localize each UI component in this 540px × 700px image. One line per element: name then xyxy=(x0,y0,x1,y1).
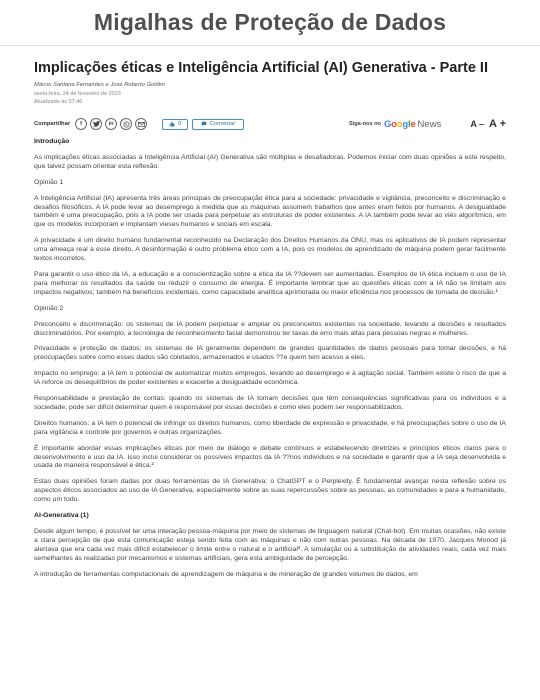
paragraph: As implicações éticas associadas a Inteligência Artificial (AI) Generativa são múltiplas e desafiadoras. Podemos iniciar com duas opiniões a este respeito, que talvez possam orientar esta reflexão. xyxy=(34,153,506,170)
comment-icon xyxy=(201,121,207,127)
paragraph: Para garantir o uso ético da IA, a educação e a conscientização sobre a ética da IA ??devem ser aumentadas. Exemplos de IA ética incluem o uso de IA para melhorar os resultados da saúde ou reduzir o consumo de energia. É importante lembrar que as questões éticas com a IA não se limitam aos impactos negativos; também há benefícios incidentais, como capacidade analítica aprimorada ou maior eficiência nos processos de tomada de decisão.¹ xyxy=(34,270,506,296)
paragraph: É importante abordar essas implicações éticas por meio de diálogo e debate contínuos e estabelecendo diretrizes e princípios éticos claros para o desenvolvimento e uso da IA. Isso inclui considerar os possíveis impactos da IA ??nos indivíduos e na sociedade e garantir que a IA seja desenvolvida e usada de maneira responsável e ética.² xyxy=(34,444,506,470)
comment-button[interactable] xyxy=(192,119,244,130)
subheading: Opinião 1 xyxy=(34,178,64,186)
paragraph: Impacto no emprego: a IA tem o potencial de automatizar muitos empregos, levando ao desemprego e à agitação social. Também existe o risco de que a IA reforce os desequilíbrios de poder existentes e exacerbe a desigualdade econômica. xyxy=(34,370,506,387)
site-title[interactable]: Migalhas de Proteção de Dados xyxy=(93,9,447,35)
comment-label: Comentar xyxy=(209,121,236,127)
paragraph: Preconceito e discriminação: os sistemas de IA podem perpetuar e ampliar os preconceitos existentes na sociedade, levando a decisões e resultados discriminatórios. Por exemplo, a tecnologia de reconhecimento facial demonstrou ter taxas de erro mais altas para pessoas negras e mulheres. xyxy=(34,320,506,337)
paragraph: Direitos humanos: a IA tem o potencial de infringir os direitos humanos, como liberdade de expressão e privacidade, e há preocupações sobre o uso de IA para vigilância e controle por governos e outras organizações. xyxy=(34,419,506,436)
article-title: Implicações éticas e Inteligência Artificial (AI) Generativa - Parte II xyxy=(34,60,488,76)
google-news-logo xyxy=(384,119,416,130)
paragraph: A Inteligência Artificial (IA) apresenta três áreas principais de preocupação ética para a sociedade: privacidade e vigilância, preconceito e discriminação e desafios filosóficos. A IA pode levar ao desemprego à medida que as máquinas assumem trabalhos que antes eram feitos por humanos. A desigualdade também é uma preocupação, pois a IA pode ser usada para perpetuar as estruturas de poder existentes. A IA também pode levar ao viés algorítmico, em que os modelos incorporam e implantam vieses humanos e sociais em escala. xyxy=(34,194,506,229)
like-count: 0 xyxy=(177,121,182,127)
like-button[interactable] xyxy=(162,119,188,130)
paragraph: Responsabilidade e prestação de contas: quando os sistemas de IA tomam decisões que têm consequências significativas para os indivíduos e a sociedade, pode ser difícil determinar quem é responsável por essas decisões e como eles podem ser responsabilizados. xyxy=(34,395,506,411)
paragraph: Privacidade e proteção de dados: os sistemas de IA geralmente dependem de grandes quantidades de dados pessoais para tomar decisões, e há preocupações sobre como esses dados são coletados, armazenados e usados ??e quem tem acesso a eles. xyxy=(34,345,506,362)
paragraph: Estas duas opiniões foram dadas por duas ferramentas de IA Generativa: o ChatGPT e o Perplexity. É fundamental avançar nesta reflexão sobre os aspectos éticos associados ao uso de IA Generativa, especialmente sobre as suas repercussões sobre as pessoas, as comunidades e para a humanidade, como um todo. xyxy=(34,478,506,504)
whatsapp-icon[interactable] xyxy=(120,118,132,130)
paragraph: Desde algum tempo, é possível ter uma interação pessoa-máquina por meio de sistemas de linguagem natural (Chat-bot). Em muitas ocasiões, não existe a clara percepção de que esta comunicação esteja sendo feita com as máquinas e não com outras pessoas. Na década de 1970, Jacques Monod já alertava que era cada vez mais difícil estabelecer o limite entre o natural e o artificial³. A simulação ou a substituição de atividades reais, cada vez mais semelhantes às realizadas por mecanismos e sistemas artificiais, gera esta ambiguidade de percepção. xyxy=(34,528,506,562)
article-meta xyxy=(34,90,506,106)
google-news-word: News xyxy=(417,118,442,130)
article xyxy=(0,46,540,580)
article-body xyxy=(34,138,506,580)
share-toolbar xyxy=(34,116,506,132)
google-letter-g: G xyxy=(383,118,392,130)
google-letter-l: l xyxy=(408,118,411,130)
thumbs-up-icon xyxy=(169,121,175,127)
article-updated: Atualizado às 07:46 xyxy=(34,99,83,105)
twitter-icon[interactable] xyxy=(90,118,102,130)
facebook-icon[interactable]: f xyxy=(75,118,87,130)
font-increase-button[interactable]: A + xyxy=(488,118,506,130)
paragraph: A privacidade é um direito humano fundamental reconhecido na Declaração dos Direitos Humanos da ONU, mas os aplicativos de IA podem representar uma ameaça real a esse direito. A desinformação é outro problema ético com a IA, pois os modelos de aprendizado de máquina podem gerar facilmente textos incorretos. xyxy=(34,237,506,263)
article-authors[interactable]: Márcio Santana Fernandes e José Roberto Goldim xyxy=(34,82,165,88)
article-date: sexta-feira, 24 de fevereiro de 2023 xyxy=(34,91,121,97)
google-letter-e: e xyxy=(410,118,416,130)
section-heading: Introdução xyxy=(34,138,70,145)
linkedin-icon[interactable]: in xyxy=(105,118,117,130)
google-news-follow[interactable] xyxy=(349,119,441,130)
google-letter-g2: g xyxy=(402,118,408,130)
subheading: Opinião 2 xyxy=(34,304,64,312)
email-icon[interactable] xyxy=(135,118,147,130)
paragraph: A introdução de ferramentas computacionais de aprendizagem de máquina e de mineração de grandes volumes de dados, em xyxy=(34,570,418,578)
font-decrease-button[interactable]: A – xyxy=(470,119,484,129)
section-heading: AI-Generativa (1) xyxy=(34,512,89,520)
google-letter-o1: o xyxy=(391,118,397,130)
site-header xyxy=(0,0,540,46)
share-label: Compartilhar xyxy=(34,121,71,127)
font-size-controls xyxy=(465,118,506,130)
google-letter-o2: o xyxy=(396,118,403,130)
google-news-label: Siga-nos no xyxy=(348,121,381,127)
